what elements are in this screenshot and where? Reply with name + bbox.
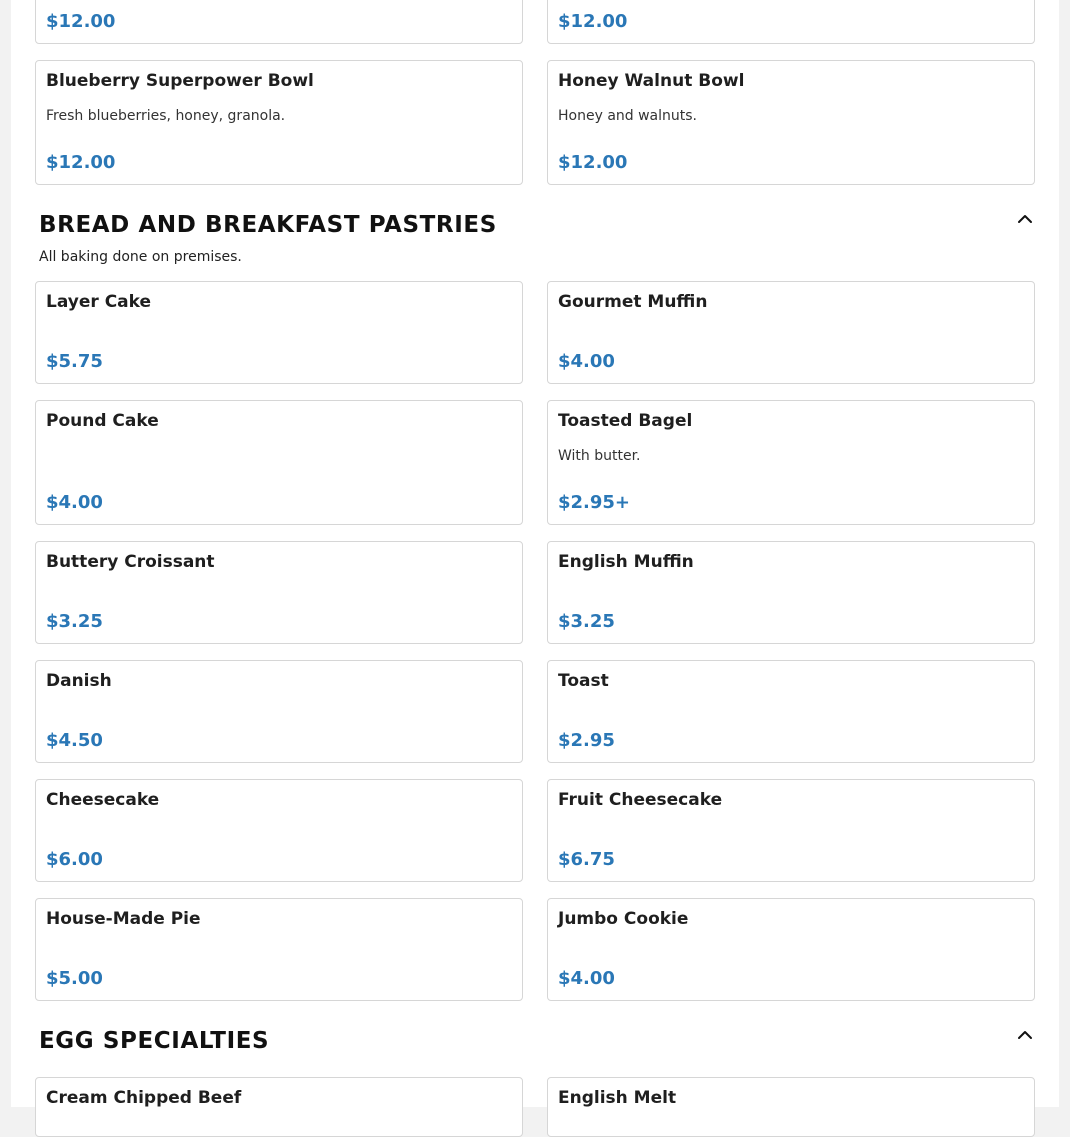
menu-item-card[interactable] [35, 541, 523, 644]
menu-item-description: With butter. [558, 448, 641, 464]
menu-item-description: Honey and walnuts. [558, 108, 698, 124]
menu-item-card[interactable] [35, 60, 523, 185]
menu-item-price: $3.25 [558, 611, 615, 632]
menu-item-description: Fresh blueberries, honey, granola. [46, 108, 286, 124]
menu-item-name: Toasted Bagel [558, 411, 693, 431]
menu-item-card[interactable] [35, 0, 523, 44]
menu-item-card[interactable] [35, 779, 523, 882]
menu-item-price: $2.95 [558, 730, 615, 751]
menu-item-card[interactable] [547, 281, 1035, 384]
section-title-bread: BREAD AND BREAKFAST PASTRIES [39, 212, 497, 238]
section-description-bread: All baking done on premises. [39, 249, 242, 265]
menu-item-card[interactable] [547, 779, 1035, 882]
menu-item-price: $12.00 [46, 152, 116, 173]
menu-item-card[interactable] [35, 281, 523, 384]
menu-item-price: $4.50 [46, 730, 103, 751]
menu-item-name: Danish [46, 671, 112, 691]
menu-item-card[interactable] [35, 898, 523, 1001]
menu-item-card[interactable] [547, 60, 1035, 185]
menu-item-name: Gourmet Muffin [558, 292, 708, 312]
menu-item-price: $3.25 [46, 611, 103, 632]
menu-item-name: Pound Cake [46, 411, 159, 431]
menu-item-name: Blueberry Superpower Bowl [46, 71, 314, 91]
menu-item-price: $2.95+ [558, 492, 631, 513]
menu-page [11, 0, 1059, 1107]
menu-item-card[interactable] [35, 1077, 523, 1137]
menu-item-name: Honey Walnut Bowl [558, 71, 745, 91]
menu-item-name: English Muffin [558, 552, 694, 572]
menu-item-card[interactable] [547, 1077, 1035, 1137]
menu-item-price: $4.00 [46, 492, 103, 513]
menu-item-name: Cream Chipped Beef [46, 1088, 242, 1108]
menu-item-name: Toast [558, 671, 609, 691]
menu-item-price: $5.00 [46, 968, 103, 989]
chevron-up-icon[interactable] [1016, 1026, 1034, 1044]
menu-item-price: $12.00 [558, 11, 628, 32]
menu-item-card[interactable] [547, 400, 1035, 525]
menu-item-card[interactable] [547, 660, 1035, 763]
menu-item-price: $6.00 [46, 849, 103, 870]
menu-item-name: House-Made Pie [46, 909, 201, 929]
menu-item-name: Jumbo Cookie [558, 909, 689, 929]
menu-item-name: English Melt [558, 1088, 677, 1108]
menu-item-price: $12.00 [46, 11, 116, 32]
menu-item-price: $5.75 [46, 351, 103, 372]
menu-item-card[interactable] [547, 541, 1035, 644]
menu-item-name: Cheesecake [46, 790, 160, 810]
menu-item-card[interactable] [35, 400, 523, 525]
chevron-up-icon[interactable] [1016, 210, 1034, 228]
menu-item-name: Layer Cake [46, 292, 152, 312]
section-title-eggs: EGG SPECIALTIES [39, 1028, 270, 1054]
menu-item-card[interactable] [547, 0, 1035, 44]
menu-item-price: $12.00 [558, 152, 628, 173]
menu-item-name: Buttery Croissant [46, 552, 215, 572]
menu-item-price: $4.00 [558, 351, 615, 372]
menu-item-price: $4.00 [558, 968, 615, 989]
menu-item-card[interactable] [35, 660, 523, 763]
menu-item-name: Fruit Cheesecake [558, 790, 723, 810]
menu-item-price: $6.75 [558, 849, 615, 870]
menu-item-card[interactable] [547, 898, 1035, 1001]
